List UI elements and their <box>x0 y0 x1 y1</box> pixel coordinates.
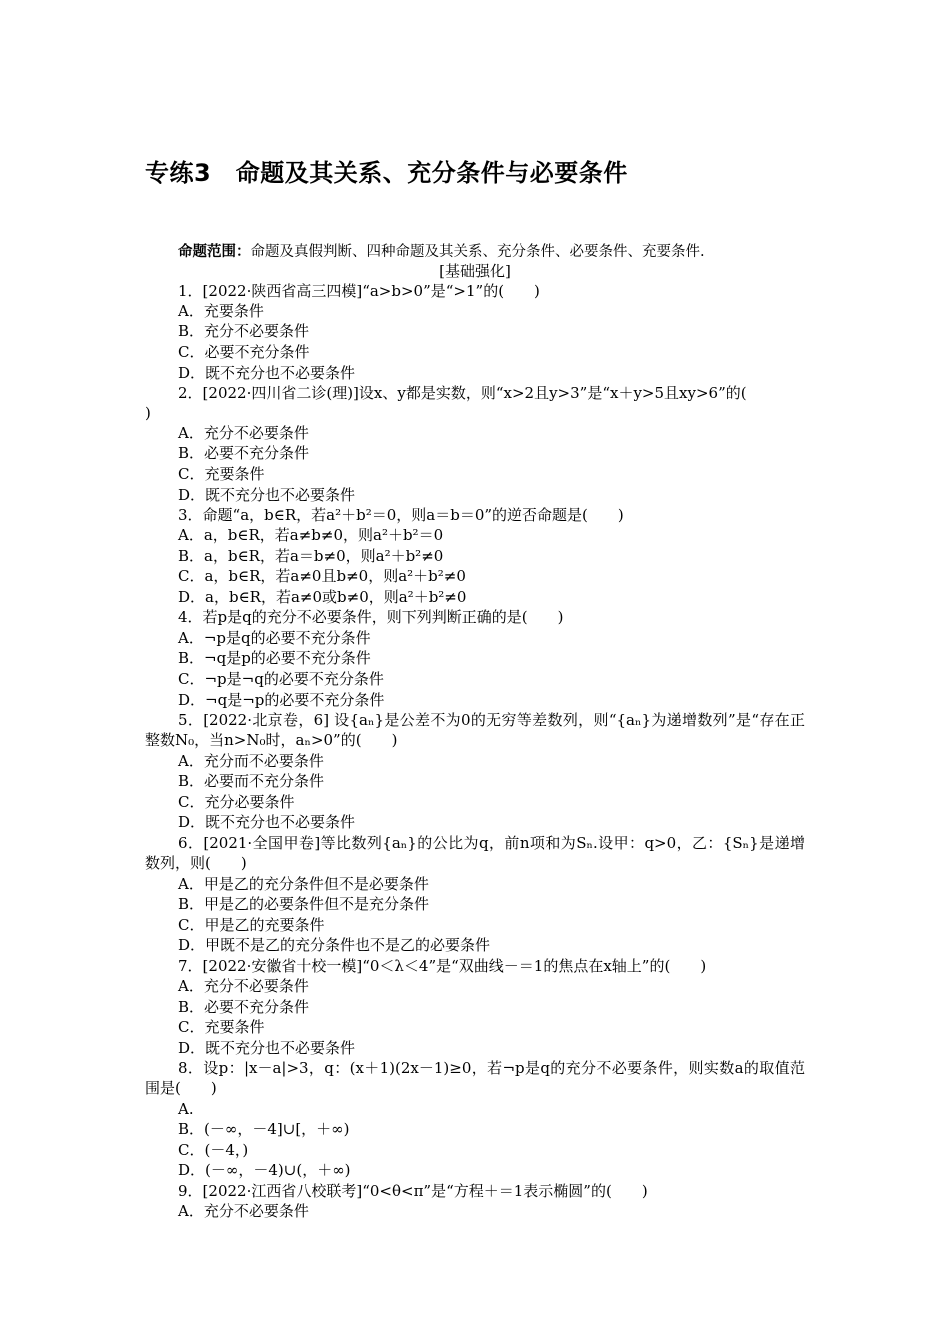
scope-text: 命题及真假判断、四种命题及其关系、充分条件、必要条件、充要条件. <box>250 244 705 260</box>
question-4-option-a: A．¬p是q的必要不充分条件 <box>178 629 371 647</box>
question-3: 3．命题“a，b∈R，若a²＋b²＝0，则a＝b＝0”的逆否命题是( ) <box>178 506 624 524</box>
question-3-option-d: D．a，b∈R，若a≠0或b≠0，则a²＋b²≠0 <box>178 588 467 606</box>
question-4-option-b: B．¬q是p的必要不充分条件 <box>178 649 371 667</box>
question-3-option-a: A．a，b∈R，若a≠b≠0，则a²＋b²＝0 <box>178 526 444 544</box>
question-1-option-b: B．充分不必要条件 <box>178 322 310 340</box>
question-2-option-b: B．必要不充分条件 <box>178 444 310 462</box>
question-5-option-b: B．必要而不充分条件 <box>178 772 325 790</box>
question-2-option-d: D．既不充分也不必要条件 <box>178 486 356 504</box>
question-6-option-b: B．甲是乙的必要条件但不是充分条件 <box>178 895 430 913</box>
question-5-option-a: A．充分而不必要条件 <box>178 752 324 770</box>
question-1: 1．[2022·陕西省高三四模]“a>b>0”是“>1”的( ) <box>178 282 540 300</box>
question-2-continuation: ) <box>145 404 151 422</box>
question-8-option-a: A. <box>178 1100 194 1118</box>
question-7-option-c: C．充要条件 <box>178 1018 265 1036</box>
question-8-option-d: D．(－∞，－4)∪(，＋∞) <box>178 1161 351 1179</box>
question-3-option-c: C．a，b∈R，若a≠0且b≠0，则a²＋b²≠0 <box>178 567 466 585</box>
question-6: 6．[2021·全国甲卷]等比数列{aₙ}的公比为q，前n项和为Sₙ.设甲：q>0，乙：{Sₙ}是递增数列，则( ) <box>145 834 805 872</box>
scope-label: 命题范围： <box>178 244 251 260</box>
page-title: 专练3 命题及其关系、充分条件与必要条件 <box>145 159 628 187</box>
question-6-option-c: C．甲是乙的充要条件 <box>178 916 325 934</box>
scope-line <box>178 240 705 261</box>
section-heading: [基础强化] <box>439 262 511 280</box>
question-1-option-a: A．充要条件 <box>178 302 264 320</box>
question-1-option-c: C．必要不充分条件 <box>178 343 310 361</box>
question-7-option-a: A．充分不必要条件 <box>178 977 309 995</box>
question-4-option-c: C．¬p是¬q的必要不充分条件 <box>178 670 384 688</box>
question-6-option-a: A．甲是乙的充分条件但不是必要条件 <box>178 875 429 893</box>
question-7: 7．[2022·安徽省十校一模]“0＜λ＜4”是“双曲线－＝1的焦点在x轴上”的( ) <box>178 957 707 975</box>
question-9-option-a: A．充分不必要条件 <box>178 1202 309 1220</box>
question-9: 9．[2022·江西省八校联考]“0<θ<π”是“方程＋＝1表示椭圆”的( ) <box>178 1182 648 1200</box>
question-5-option-d: D．既不充分也不必要条件 <box>178 813 356 831</box>
question-5: 5．[2022·北京卷，6] 设{aₙ}是公差不为0的无穷等差数列，则“{aₙ}为递增数列”是“存在正整数N₀，当n>N₀时，aₙ>0”的( ) <box>145 711 805 749</box>
question-3-option-b: B．a，b∈R，若a＝b≠0，则a²＋b²≠0 <box>178 547 444 565</box>
question-8: 8．设p：|x－a|>3，q：(x＋1)(2x－1)≥0，若¬p是q的充分不必要条件，则实数a的取值范围是( ) <box>145 1059 805 1097</box>
question-8-option-b: B．(－∞，－4]∪[，＋∞) <box>178 1120 350 1138</box>
question-8-option-c: C．(－4，) <box>178 1141 249 1159</box>
question-2: 2．[2022·四川省二诊(理)]设x、y都是实数，则“x>2且y>3”是“x＋y>5且xy>6”的( <box>178 384 747 402</box>
question-4: 4．若p是q的充分不必要条件，则下列判断正确的是( ) <box>178 608 564 626</box>
question-7-option-b: B．必要不充分条件 <box>178 998 310 1016</box>
question-2-option-a: A．充分不必要条件 <box>178 424 309 442</box>
question-5-option-c: C．充分必要条件 <box>178 793 295 811</box>
question-1-option-d: D．既不充分也不必要条件 <box>178 364 356 382</box>
question-7-option-d: D．既不充分也不必要条件 <box>178 1039 356 1057</box>
question-2-option-c: C．充要条件 <box>178 465 265 483</box>
question-6-option-d: D．甲既不是乙的充分条件也不是乙的必要条件 <box>178 936 491 954</box>
question-4-option-d: D．¬q是¬p的必要不充分条件 <box>178 691 385 709</box>
